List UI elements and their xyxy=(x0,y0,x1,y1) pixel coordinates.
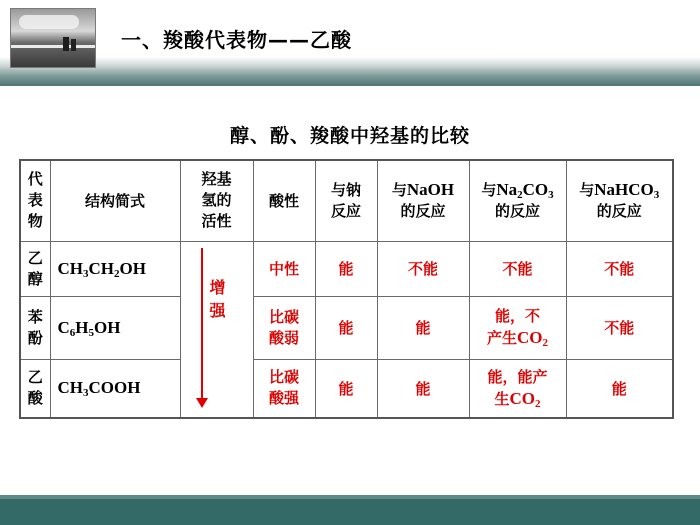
header-na2co3: 与$Na_2CO_3$ 的反应 xyxy=(469,160,566,241)
table-row xyxy=(20,241,673,296)
na2co3-ethanol: 不能 xyxy=(469,241,566,296)
down-arrow-icon xyxy=(201,248,203,400)
landscape-thumbnail-image xyxy=(10,8,96,68)
header-sodium: 与钠 反应 xyxy=(315,160,377,241)
footer-band xyxy=(0,495,700,525)
nahco3-ethanol: 不能 xyxy=(566,241,673,296)
sodium-ethanol: 能 xyxy=(315,241,377,296)
header-formula: 结构简式 xyxy=(50,160,180,241)
arrow-head-icon xyxy=(196,398,208,408)
table-title: 醇、酚、羧酸中羟基的比较 xyxy=(229,125,470,147)
header-naoh: 与NaOH 的反应 xyxy=(377,160,469,241)
naoh-acetic-acid: 能 xyxy=(377,359,469,418)
compound-phenol: 苯 酚 xyxy=(20,296,50,359)
acidity-phenol: 比碳 酸弱 xyxy=(253,296,315,359)
trend-cell xyxy=(180,241,253,418)
formula-acetic-acid: $CH_3COOH$ xyxy=(50,359,180,418)
trend-label: 增 强 xyxy=(209,277,226,320)
compound-acetic-acid: 乙 酸 xyxy=(20,359,50,418)
formula-ethanol: $CH_3CH_2OH$ xyxy=(50,241,180,296)
header-hydroxyl-activity: 羟基 氢的 活性 xyxy=(180,160,253,241)
nahco3-phenol: 不能 xyxy=(566,296,673,359)
slide-title: 一、羧酸代表物——乙酸 xyxy=(121,28,352,52)
sodium-phenol: 能 xyxy=(315,296,377,359)
table-row xyxy=(20,359,673,418)
nahco3-acetic-acid: 能 xyxy=(566,359,673,418)
naoh-phenol: 能 xyxy=(377,296,469,359)
header-nahco3: 与NaHCO$_3$ 的反应 xyxy=(566,160,673,241)
header-row xyxy=(20,160,673,241)
acidity-ethanol: 中性 xyxy=(253,241,315,296)
acidity-acetic-acid: 比碳 酸强 xyxy=(253,359,315,418)
formula-phenol: $C_6H_5OH$ xyxy=(50,296,180,359)
sodium-acetic-acid: 能 xyxy=(315,359,377,418)
comparison-table xyxy=(19,159,674,419)
naoh-ethanol: 不能 xyxy=(377,241,469,296)
table-row xyxy=(20,296,673,359)
na2co3-phenol: 能，不 产生$CO_2$ xyxy=(469,296,566,359)
compound-ethanol: 乙 醇 xyxy=(20,241,50,296)
header-acidity: 酸性 xyxy=(253,160,315,241)
na2co3-acetic-acid: 能，能产 生$CO_2$ xyxy=(469,359,566,418)
header-compound: 代 表 物 xyxy=(20,160,50,241)
